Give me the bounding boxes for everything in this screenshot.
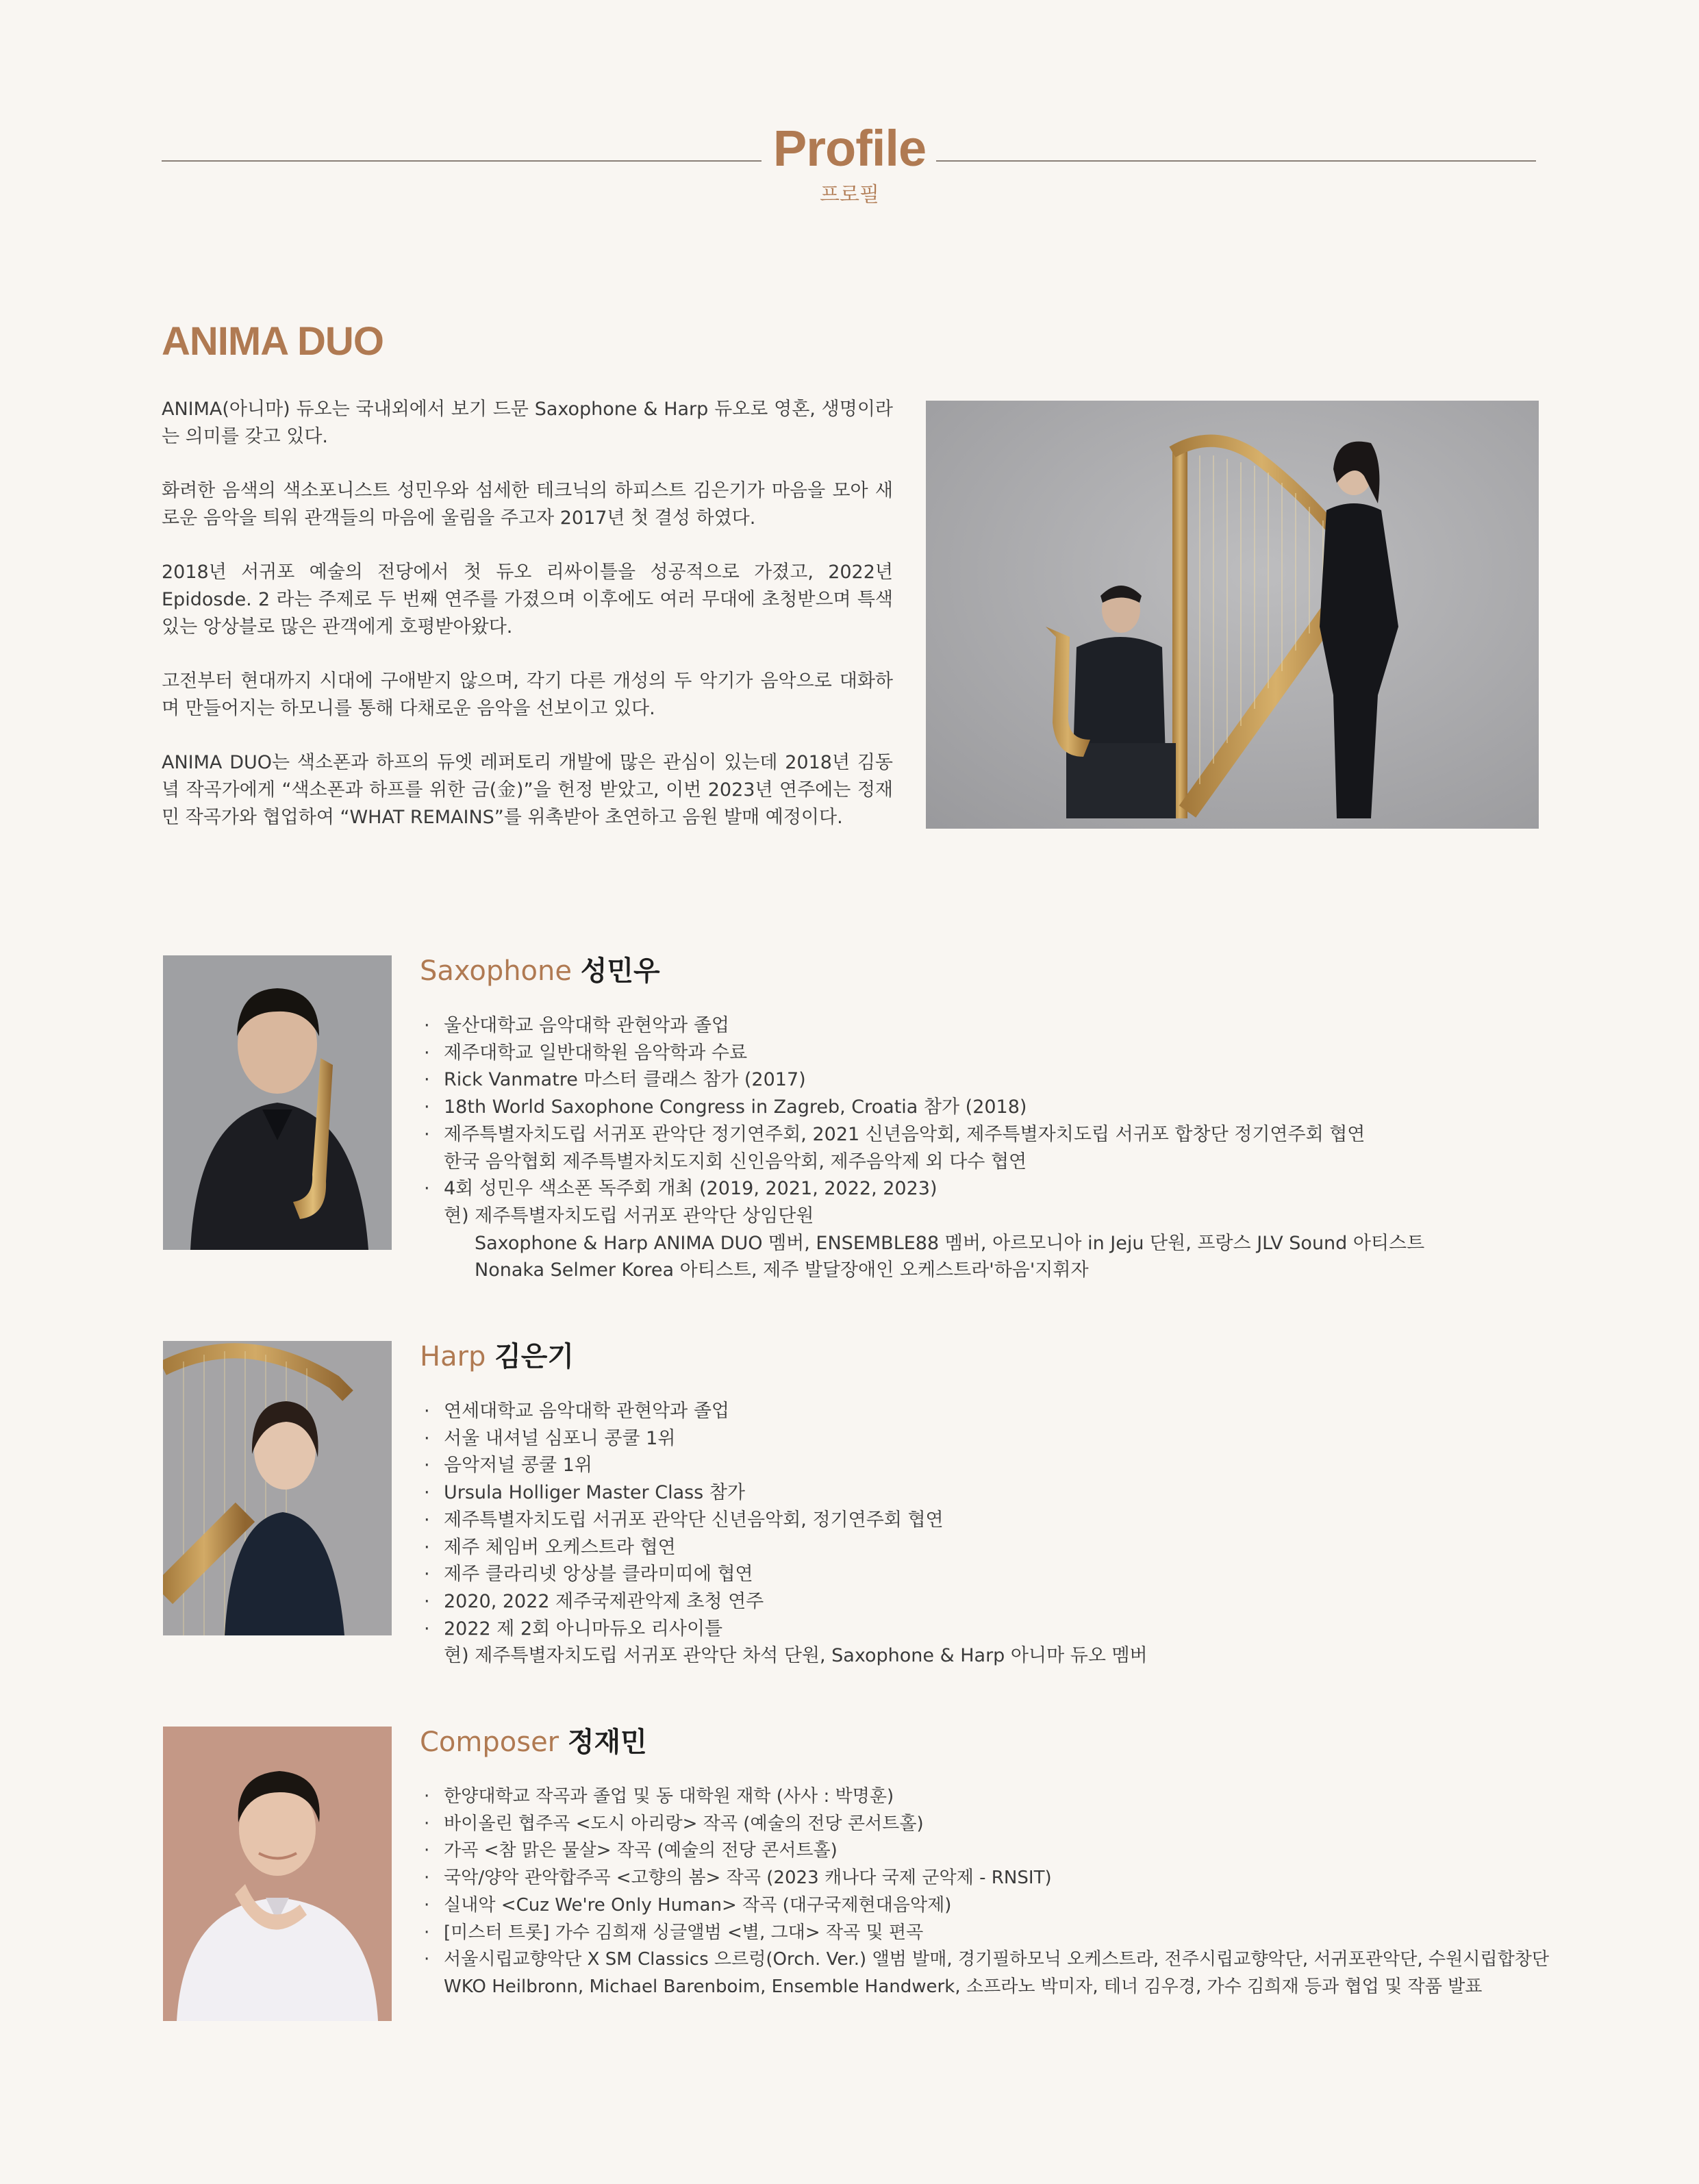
list-item: WKO Heilbronn, Michael Barenboim, Ensemble Handwerk, 소프라노 박미자, 테너 김우경, 가수 김희재 등과 협업 및 작품 발표 xyxy=(444,1976,1483,1997)
list-item: Nonaka Selmer Korea 아티스트, 제주 발달장애인 오케스트라'하음'지휘자 xyxy=(475,1259,1089,1281)
list-item: · 제주 체임버 오케스트라 협연 xyxy=(420,1534,1148,1561)
list-item: · 4회 성민우 색소폰 독주회 개최 (2019, 2021, 2022, 2023) xyxy=(420,1175,1424,1203)
intro-paragraph: ANIMA(아니마) 듀오는 국내외에서 보기 드문 Saxophone & Harp 듀오로 영혼, 생명이라는 의미를 갖고 있다. xyxy=(162,399,893,447)
harpist-photo xyxy=(163,1341,392,1635)
intro-paragraph: 화려한 음색의 색소포니스트 성민우와 섬세한 테크닉의 하피스트 김은기가 마음을 모아 새로운 음악을 틔워 관객들의 마음에 울림을 주고자 2017년 첫 결성 하였다. xyxy=(162,480,893,529)
list-item: · 국악/양악 관악합주곡 <고향의 봄> 작곡 (2023 캐나다 국제 군악제 - RNSIT) xyxy=(420,1865,1549,1892)
duo-name: ANIMA DUO xyxy=(162,319,383,364)
list-item: · 연세대학교 음악대학 관현악과 졸업 xyxy=(420,1398,1148,1425)
profile-name: 성민우 xyxy=(580,955,660,987)
list-item: · 제주 클라리넷 앙상블 클라미띠에 협연 xyxy=(420,1561,1148,1588)
list-item: · 가곡 <참 맑은 물살> 작곡 (예술의 전당 콘서트홀) xyxy=(420,1837,1549,1865)
list-item: · Rick Vanmatre 마스터 클래스 참가 (2017) xyxy=(420,1066,1424,1094)
list-item: · 한양대학교 작곡과 졸업 및 동 대학원 재학 (사사 : 박명훈) xyxy=(420,1783,1549,1811)
list-item: · 서울시립교향악단 X SM Classics 으르렁(Orch. Ver.) 앨범 발매, 경기필하모닉 오케스트라, 전주시립교향악단, 서귀포관악단, 수원시립합창단 xyxy=(420,1946,1549,1974)
profile-role: Composer xyxy=(420,1727,559,1758)
list-item: · 울산대학교 음악대학 관현악과 졸업 xyxy=(420,1012,1424,1040)
page-subtitle: 프로필 xyxy=(820,183,879,207)
intro-paragraph: ANIMA DUO는 색소폰과 하프의 듀엣 레퍼토리 개발에 많은 관심이 있는데 2018년 김동녘 작곡가에게 “색소폰과 하프를 위한 금(金)”을 헌정 받았고, 이번 2023년 연주에는 정재민 작곡가와 협업하여 “WHAT REMAINS”를 위촉받아 초연하고 음원 발매 예정이다. xyxy=(162,752,893,828)
list-item: · 실내악 <Cuz We're Only Human> 작곡 (대구국제현대음악제) xyxy=(420,1892,1549,1920)
list-item: · 제주특별자치도립 서귀포 관악단 신년음악회, 정기연주회 협연 xyxy=(420,1507,1148,1534)
duo-photo xyxy=(926,401,1539,829)
list-item: · 바이올린 협주곡 <도시 아리랑> 작곡 (예술의 전당 콘서트홀) xyxy=(420,1811,1549,1838)
page-title: Profile xyxy=(772,120,927,177)
profile-role: Harp xyxy=(420,1341,486,1372)
list-item: 현) 제주특별자치도립 서귀포 관악단 차석 단원, Saxophone & Harp 아니마 듀오 멤버 xyxy=(444,1645,1148,1667)
list-item: Saxophone & Harp ANIMA DUO 멤버, ENSEMBLE88 멤버, 아르모니아 in Jeju 단원, 프랑스 JLV Sound 아티스트 xyxy=(475,1232,1425,1254)
composer-photo xyxy=(163,1727,392,2021)
profile-name: 정재민 xyxy=(567,1727,647,1758)
list-item: 현) 제주특별자치도립 서귀포 관악단 상임단원 xyxy=(444,1205,814,1227)
profile-title-composer xyxy=(420,1729,647,1756)
profile-title-saxophone xyxy=(420,957,660,985)
profile-role: Saxophone xyxy=(420,955,572,987)
saxophone-credentials xyxy=(420,1012,1424,1284)
harp-credentials xyxy=(420,1398,1148,1670)
list-item: · 제주특별자치도립 서귀포 관악단 정기연주회, 2021 신년음악회, 제주특별자치도립 서귀포 합창단 정기연주회 협연 xyxy=(420,1121,1424,1149)
duo-intro xyxy=(162,396,893,858)
list-item: · 2020, 2022 제주국제관악제 초청 연주 xyxy=(420,1588,1148,1616)
profile-name: 김은기 xyxy=(494,1341,575,1372)
intro-paragraph: 고전부터 현대까지 시대에 구애받지 않으며, 각기 다른 개성의 두 악기가 음악으로 대화하며 만들어지는 하모니를 통해 다채로운 음악을 선보이고 있다. xyxy=(162,670,893,719)
intro-paragraph: 2018년 서귀포 예술의 전당에서 첫 듀오 리싸이틀을 성공적으로 가졌고, 2022년 Epidosde. 2 라는 주제로 두 번째 연주를 가졌으며 이후에도 여러 무대에 초청받으며 특색있는 앙상블로 많은 관객에게 호평받아왔다. xyxy=(162,562,893,638)
list-item: · Ursula Holliger Master Class 참가 xyxy=(420,1479,1148,1507)
composer-credentials xyxy=(420,1783,1549,2001)
list-item: · 2022 제 2회 아니마듀오 리사이틀 xyxy=(420,1616,1148,1643)
list-item: · 음악저널 콩쿨 1위 xyxy=(420,1452,1148,1479)
list-item: 한국 음악협회 제주특별자치도지회 신인음악회, 제주음악제 외 다수 협연 xyxy=(444,1151,1027,1172)
list-item: · 18th World Saxophone Congress in Zagreb, Croatia 참가 (2018) xyxy=(420,1094,1424,1121)
list-item: · 제주대학교 일반대학원 음악학과 수료 xyxy=(420,1040,1424,1067)
saxophonist-photo xyxy=(163,955,392,1250)
list-item: · [미스터 트롯] 가수 김희재 싱글앨범 <별, 그대> 작곡 및 편곡 xyxy=(420,1920,1549,1947)
list-item: · 서울 내셔널 심포니 콩쿨 1위 xyxy=(420,1425,1148,1453)
profile-title-harp xyxy=(420,1343,574,1370)
